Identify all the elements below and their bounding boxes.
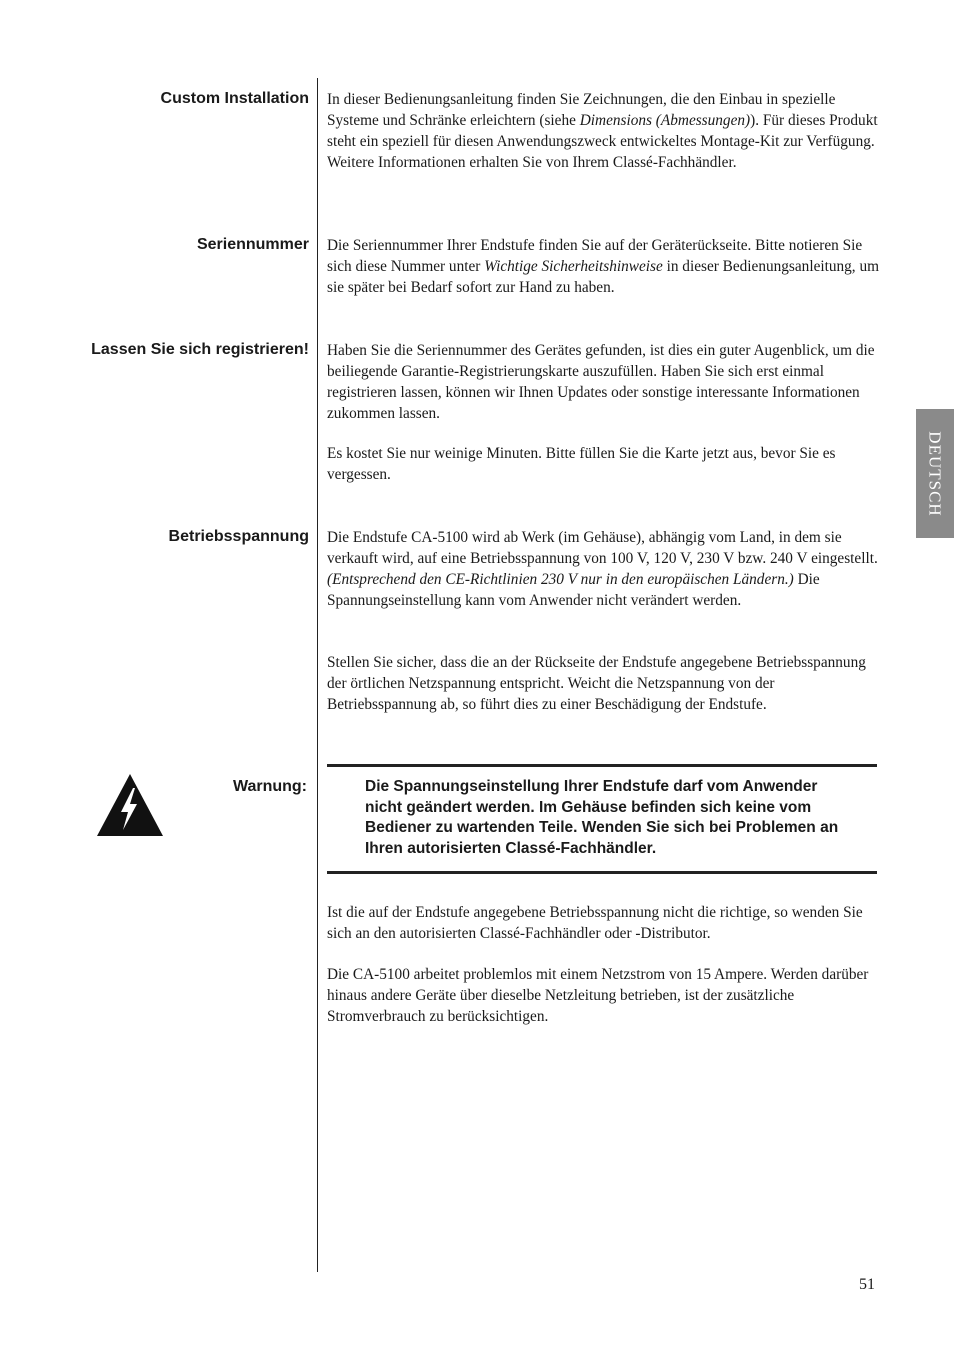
vertical-divider xyxy=(317,78,318,1272)
warning-text: Die Spannungseinstellung Ihrer Endstufe darf vom Anwender nicht geändert werden. Im Gehäuse befinden sich keine vom Bediener zu wartenden Teile. Wenden Sie sich bei Problemen an Ihren autorisierten Classé-Fachhändler. xyxy=(365,778,839,858)
paragraph-seriennummer: Die Seriennummer Ihrer Endstufe finden Sie auf der Geräterückseite. Bitte notieren Sie sich diese Nummer unter Wichtige Sicherheitshinweise in dieser Bedienungsanleitung, um sie später bei Bedarf sofort zur Hand zu haben. xyxy=(327,237,880,296)
heading-betriebsspannung: Betriebsspannung xyxy=(168,528,309,545)
heading-registrieren: Lassen Sie sich registrieren! xyxy=(91,341,309,358)
language-tab-label: DEUTSCH xyxy=(926,430,945,517)
page-number: 51 xyxy=(859,1276,875,1293)
paragraph-warnung-1: Ist die auf der Endstufe angegebene Betriebsspannung nicht die richtige, so wenden Sie sich an den autorisierten Classé-Fachhändler oder -Distributor. xyxy=(327,904,863,942)
paragraph-custom-installation: In dieser Bedienungsanleitung finden Sie Zeichnungen, die den Einbau in spezielle Systeme und Schränke erleichtern (siehe Dimensions (Abmessungen)). Für dieses Produkt steht ein speziell für diesen Anwendungszweck entwickeltes Montage-Kit zur Verfügung. Weitere Informationen erhalten Sie von Ihrem Classé-Fachhändler. xyxy=(327,91,878,171)
language-tab xyxy=(916,409,954,538)
paragraph-registrieren-1: Haben Sie die Seriennummer des Gerätes gefunden, ist dies ein guter Augenblick, um die beiliegende Garantie-Registrierungskarte auszufüllen. Haben Sie sich erst einmal registrieren lassen, können wir Ihnen Updates oder sonstige interessante Informationen zukommen lassen. xyxy=(327,342,875,422)
heading-seriennummer: Seriennummer xyxy=(196,236,309,253)
paragraph-registrieren-2: Es kostet Sie nur weinige Minuten. Bitte füllen Sie die Karte jetzt aus, bevor Sie es vergessen. xyxy=(327,445,836,483)
heading-custom-installation: Custom Installation xyxy=(160,90,309,107)
heading-warnung: Warnung: xyxy=(232,778,307,795)
paragraph-warnung-2: Die CA-5100 arbeitet problemlos mit einem Netzstrom von 15 Ampere. Werden darüber hinaus andere Geräte über dieselbe Netzleitung betrieben, ist der zusätzliche Stromverbrauch zu berücksichtigen. xyxy=(327,966,869,1025)
paragraph-betriebsspannung-1: Die Endstufe CA-5100 wird ab Werk (im Gehäuse), abhängig vom Land, in dem sie verkauft wird, auf eine Betriebsspannung von 100 V, 120 V, 230 V bzw. 240 V eingestellt. (Entsprechend den CE-Richtlinien 230 V nur in den europäischen Ländern.) Die Spannungseinstellung kann vom Anwender nicht verändert werden. xyxy=(327,529,878,609)
paragraph-betriebsspannung-2: Stellen Sie sicher, dass die an der Rückseite der Endstufe angegebene Betriebsspannung der örtlichen Netzspannung entspricht. Weicht die Netzspannung von der Betriebsspannung ab, so führt dies zu einer Beschädigung der Endstufe. xyxy=(327,654,866,713)
